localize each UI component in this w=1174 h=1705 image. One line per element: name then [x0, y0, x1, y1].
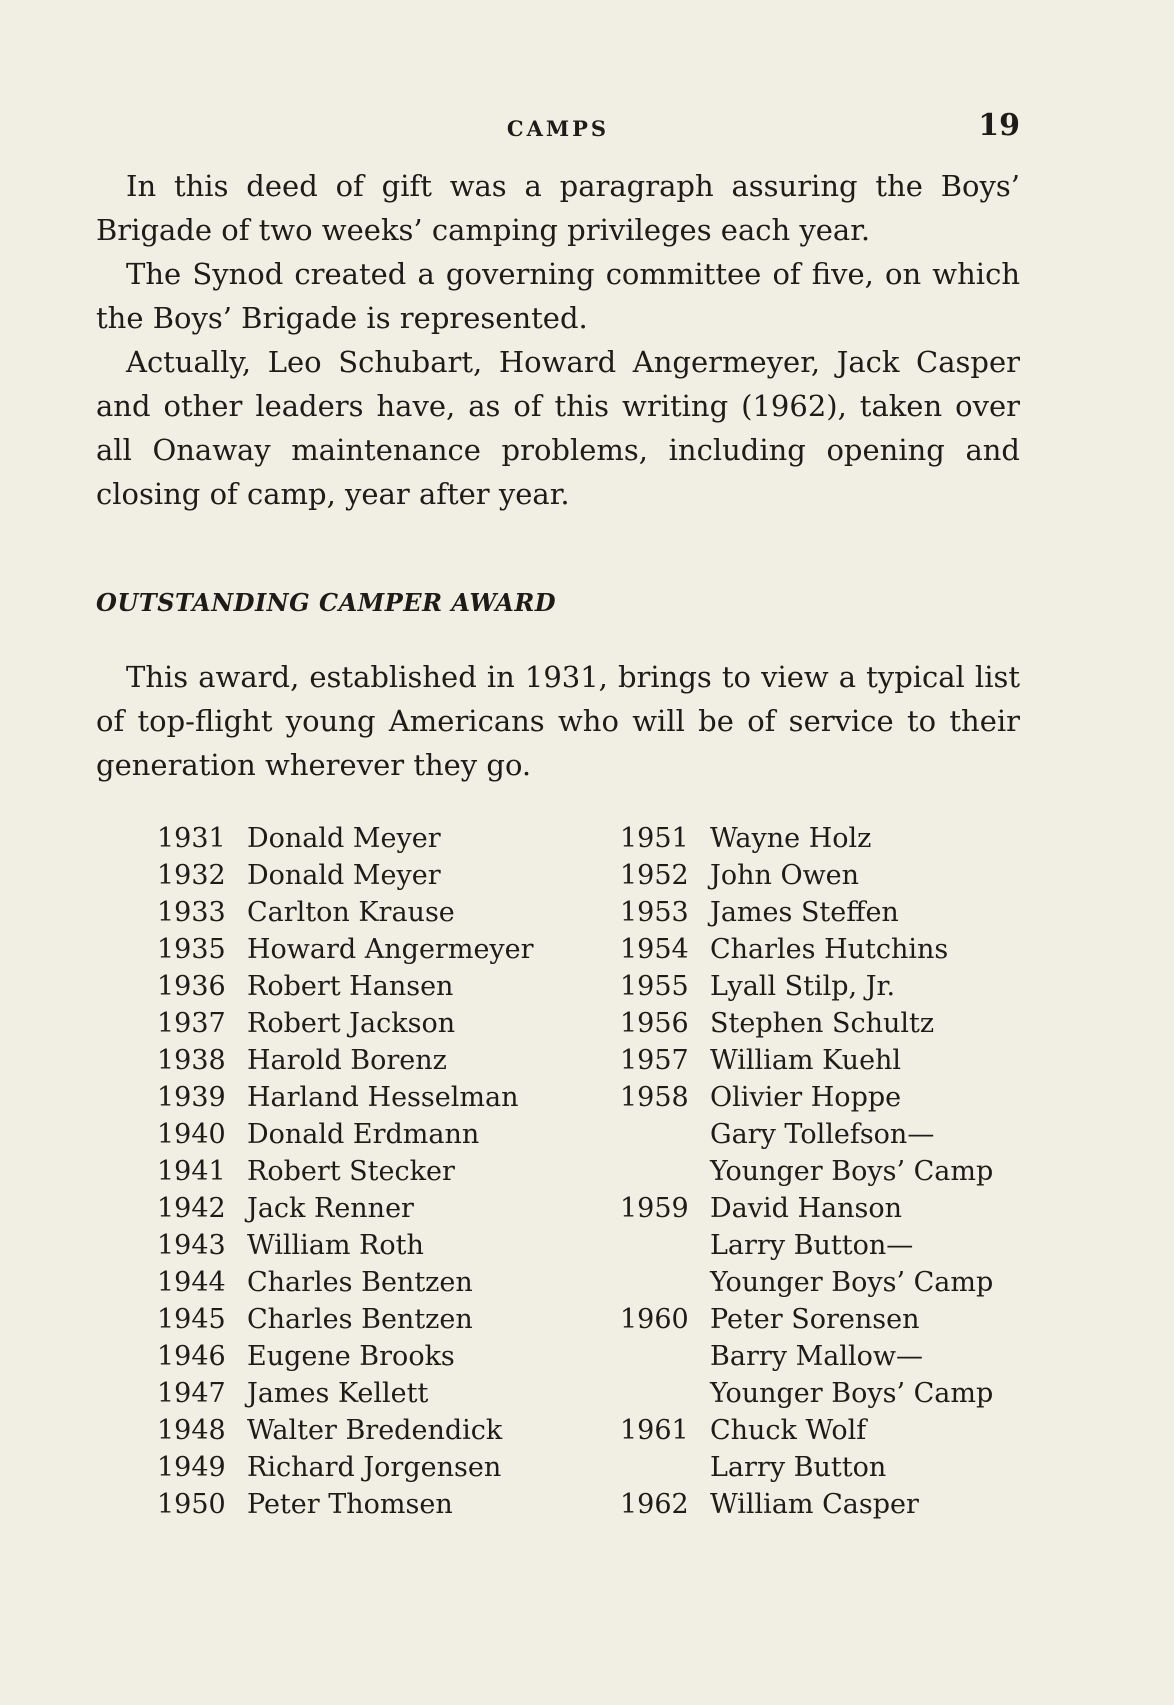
- award-name: Charles Bentzen: [247, 1267, 473, 1298]
- award-row: [157, 1301, 534, 1338]
- award-row: [157, 1153, 534, 1190]
- award-year: 1941: [157, 1156, 226, 1187]
- paragraph: The Synod created a governing committee of five, on which the Boys’ Brigade is represented.: [96, 257, 1020, 335]
- award-year: 1949: [157, 1452, 226, 1483]
- award-year: 1950: [157, 1489, 226, 1520]
- award-name: John Owen: [710, 860, 860, 891]
- award-row: [157, 1486, 534, 1523]
- award-row: [620, 894, 993, 931]
- award-row: [620, 1079, 993, 1116]
- award-name: Younger Boys’ Camp: [710, 1267, 994, 1298]
- award-year: [620, 1227, 686, 1264]
- running-head: [96, 108, 1020, 148]
- award-row: [620, 1375, 993, 1412]
- award-name: William Casper: [710, 1489, 919, 1520]
- award-row: [620, 1227, 993, 1264]
- award-year: 1958: [620, 1082, 689, 1113]
- award-row: [620, 1005, 993, 1042]
- award-name: Lyall Stilp, Jr.: [710, 971, 896, 1002]
- award-year: 1948: [157, 1415, 226, 1446]
- award-year: 1951: [620, 823, 689, 854]
- award-year: 1959: [620, 1193, 689, 1224]
- paragraph: In this deed of gift was a paragraph assuring the Boys’ Brigade of two weeks’ camping privileges each year.: [96, 169, 1020, 247]
- award-name: Peter Thomsen: [247, 1489, 453, 1520]
- award-year: 1932: [157, 860, 226, 891]
- award-year: 1935: [157, 934, 226, 965]
- award-row: [620, 1486, 993, 1523]
- award-name: Robert Hansen: [247, 971, 454, 1002]
- award-row: [157, 1338, 534, 1375]
- award-row: [620, 1449, 993, 1486]
- award-row: [620, 857, 993, 894]
- awards-list-right: [620, 820, 993, 1523]
- award-row: [157, 1079, 534, 1116]
- award-row: [157, 820, 534, 857]
- award-row: [157, 1190, 534, 1227]
- award-row: [157, 1449, 534, 1486]
- section-intro: [96, 655, 1020, 787]
- award-name: Charles Hutchins: [710, 934, 949, 965]
- award-name: Robert Jackson: [247, 1008, 456, 1039]
- award-year: 1936: [157, 971, 226, 1002]
- award-year: 1946: [157, 1341, 226, 1372]
- award-row: [620, 1412, 993, 1449]
- award-name: David Hanson: [710, 1193, 903, 1224]
- running-title: CAMPS: [506, 116, 610, 141]
- award-name: Larry Button: [710, 1452, 887, 1483]
- award-name: Younger Boys’ Camp: [710, 1378, 994, 1409]
- award-year: 1939: [157, 1082, 226, 1113]
- award-name: Donald Meyer: [247, 860, 441, 891]
- award-row: [157, 1005, 534, 1042]
- award-name: Jack Renner: [247, 1193, 414, 1224]
- award-row: [157, 1042, 534, 1079]
- body-text: [96, 164, 1020, 516]
- award-year: 1957: [620, 1045, 689, 1076]
- award-name: Younger Boys’ Camp: [710, 1156, 994, 1187]
- award-row: [620, 968, 993, 1005]
- award-year: 1960: [620, 1304, 689, 1335]
- award-name: Wayne Holz: [710, 823, 872, 854]
- award-name: Walter Bredendick: [247, 1415, 503, 1446]
- award-year: 1931: [157, 823, 226, 854]
- award-name: William Roth: [247, 1230, 424, 1261]
- award-year: [620, 1153, 686, 1190]
- award-row: [157, 968, 534, 1005]
- award-year: 1944: [157, 1267, 226, 1298]
- award-name: Barry Mallow—: [710, 1341, 923, 1372]
- section-heading: OUTSTANDING CAMPER AWARD: [96, 588, 557, 617]
- award-name: Harland Hesselman: [247, 1082, 519, 1113]
- award-row: [620, 1338, 993, 1375]
- award-row: [157, 857, 534, 894]
- award-row: [157, 1375, 534, 1412]
- award-name: Howard Angermeyer: [247, 934, 534, 965]
- award-year: [620, 1449, 686, 1486]
- award-name: Larry Button—: [710, 1230, 914, 1261]
- award-year: 1961: [620, 1415, 689, 1446]
- award-row: [620, 931, 993, 968]
- award-year: 1952: [620, 860, 689, 891]
- award-year: 1956: [620, 1008, 689, 1039]
- award-year: 1933: [157, 897, 226, 928]
- award-row: [620, 1116, 993, 1153]
- award-year: 1955: [620, 971, 689, 1002]
- award-year: 1942: [157, 1193, 226, 1224]
- award-row: [620, 1264, 993, 1301]
- intro-paragraph: This award, established in 1931, brings to view a typical list of top-flight young Americans who will be of service to their generation wherever they go.: [96, 660, 1020, 782]
- award-row: [620, 1042, 993, 1079]
- award-row: [620, 1153, 993, 1190]
- award-year: [620, 1338, 686, 1375]
- award-year: 1938: [157, 1045, 226, 1076]
- award-year: [620, 1116, 686, 1153]
- award-year: 1940: [157, 1119, 226, 1150]
- award-year: 1962: [620, 1489, 689, 1520]
- award-name: Chuck Wolf: [710, 1415, 867, 1446]
- awards-list-left: [157, 820, 534, 1523]
- award-year: 1945: [157, 1304, 226, 1335]
- award-name: James Steffen: [710, 897, 899, 928]
- award-row: [157, 1412, 534, 1449]
- award-row: [620, 1190, 993, 1227]
- award-name: William Kuehl: [710, 1045, 902, 1076]
- award-year: 1953: [620, 897, 689, 928]
- award-name: Carlton Krause: [247, 897, 455, 928]
- page-number: 19: [978, 108, 1020, 143]
- award-year: [620, 1375, 686, 1412]
- award-row: [620, 820, 993, 857]
- award-name: Robert Stecker: [247, 1156, 455, 1187]
- award-year: 1947: [157, 1378, 226, 1409]
- award-year: 1937: [157, 1008, 226, 1039]
- award-name: Richard Jorgensen: [247, 1452, 502, 1483]
- award-row: [157, 1116, 534, 1153]
- award-row: [157, 1264, 534, 1301]
- award-name: Donald Meyer: [247, 823, 441, 854]
- award-name: Charles Bentzen: [247, 1304, 473, 1335]
- award-name: Eugene Brooks: [247, 1341, 455, 1372]
- award-year: [620, 1264, 686, 1301]
- award-name: Olivier Hoppe: [710, 1082, 902, 1113]
- award-row: [157, 894, 534, 931]
- award-name: James Kellett: [247, 1378, 429, 1409]
- award-name: Donald Erdmann: [247, 1119, 480, 1150]
- award-name: Stephen Schultz: [710, 1008, 935, 1039]
- award-name: Gary Tollefson—: [710, 1119, 935, 1150]
- award-name: Peter Sorensen: [710, 1304, 920, 1335]
- award-row: [157, 1227, 534, 1264]
- award-name: Harold Borenz: [247, 1045, 447, 1076]
- award-row: [157, 931, 534, 968]
- award-year: 1943: [157, 1230, 226, 1261]
- paragraph: Actually, Leo Schubart, Howard Angermeyer, Jack Casper and other leaders have, as of this writing (1962), taken over all Onaway maintenance problems, including opening and closing of camp, year after year.: [96, 345, 1020, 511]
- award-year: 1954: [620, 934, 689, 965]
- award-row: [620, 1301, 993, 1338]
